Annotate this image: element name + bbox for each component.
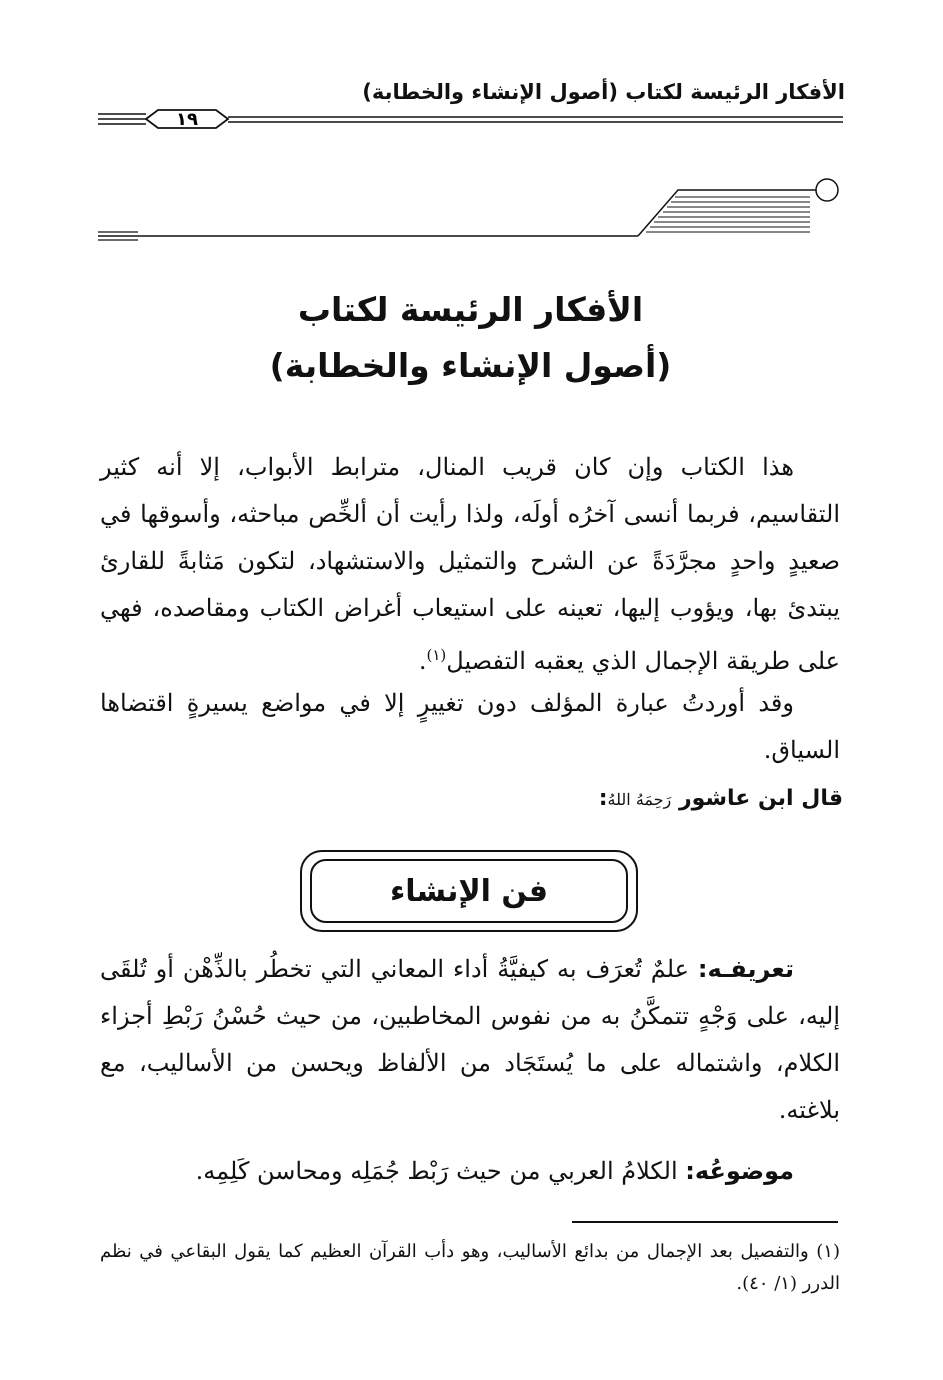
quote-intro-label: قال ابن عاشور	[678, 786, 843, 811]
quote-intro	[599, 786, 843, 811]
intro-paragraph-2	[100, 680, 840, 774]
footnote-text: والتفصيل بعد الإجمال من بدائع الأساليب، وهو دأب القرآن العظيم كما يقول البقاعي في نظم الدرر (١/ ٤٠).	[100, 1241, 840, 1294]
subject-label: موضوعُه:	[685, 1157, 794, 1185]
quote-intro-colon: :	[598, 786, 608, 811]
chapter-title-line-1: الأفكار الرئيسة لكتاب	[297, 290, 644, 329]
section-title: فن الإنشاء	[389, 873, 549, 909]
section-title-frame	[300, 850, 638, 932]
chapter-title	[98, 282, 843, 394]
footnote-number: (١)	[816, 1241, 840, 1262]
footnote-reference: (١)	[426, 646, 447, 664]
intro-paragraph-1-end: .	[418, 647, 427, 675]
intro-paragraph-1	[100, 444, 840, 685]
page-number: ١٩	[176, 109, 198, 130]
footnote-separator	[572, 1221, 838, 1223]
subject-paragraph	[100, 1148, 840, 1195]
section-title-frame-inner	[310, 859, 628, 923]
definition-paragraph	[100, 946, 840, 1134]
running-header-title: الأفكار الرئيسة لكتاب (أصول الإنشاء والخطابة)	[362, 80, 845, 104]
definition-text: علمٌ تُعرَف به كيفيَّةُ أداء المعاني التي تخطُر بالذِّهْن أو تُلقَى إليه، على وَجْهٍ تتمكَّنُ به من نفوس المخاطبين، من حيث حُسْنُ رَبْطِ أجزاء الكلام، واشتماله على ما يُستَجَاد من الألفاظ ويحسن من الأساليب، مع بلاغته.	[100, 955, 840, 1124]
intro-paragraph-1-text: هذا الكتاب وإن كان قريب المنال، مترابط الأبواب، إلا أنه كثير التقاسيم، فربما أنسى آخرُه أولَه، ولذا رأيت أن ألخِّص مباحثه، وأسوقها في صعيدٍ واحدٍ مجرَّدَةً عن الشرح والتمثيل والاستشهاد، لتكون مَثابةً للقارئ يبتدئ بها، ويؤوب إليها، تعينه على استيعاب أغراض الكتاب ومقاصده، فهي على طريقة الإجمال الذي يعقبه التفصيل	[100, 453, 840, 675]
decorative-ornament-rule	[98, 176, 843, 242]
definition-label: تعريفـه:	[697, 955, 794, 983]
honorific-glyph: رَحِمَهُ اللهُ	[607, 790, 672, 809]
chapter-title-line-2: (أصول الإنشاء والخطابة)	[269, 346, 672, 385]
subject-text: الكلامُ العربي من حيث رَبْط جُمَلِه ومحاسن كَلِمِه.	[195, 1157, 686, 1185]
intro-paragraph-2-text: وقد أوردتُ عبارة المؤلف دون تغييرٍ إلا في مواضع يسيرةٍ اقتضاها السياق.	[100, 689, 840, 764]
footnote	[100, 1236, 840, 1300]
header-rule-with-page-number	[98, 108, 843, 130]
